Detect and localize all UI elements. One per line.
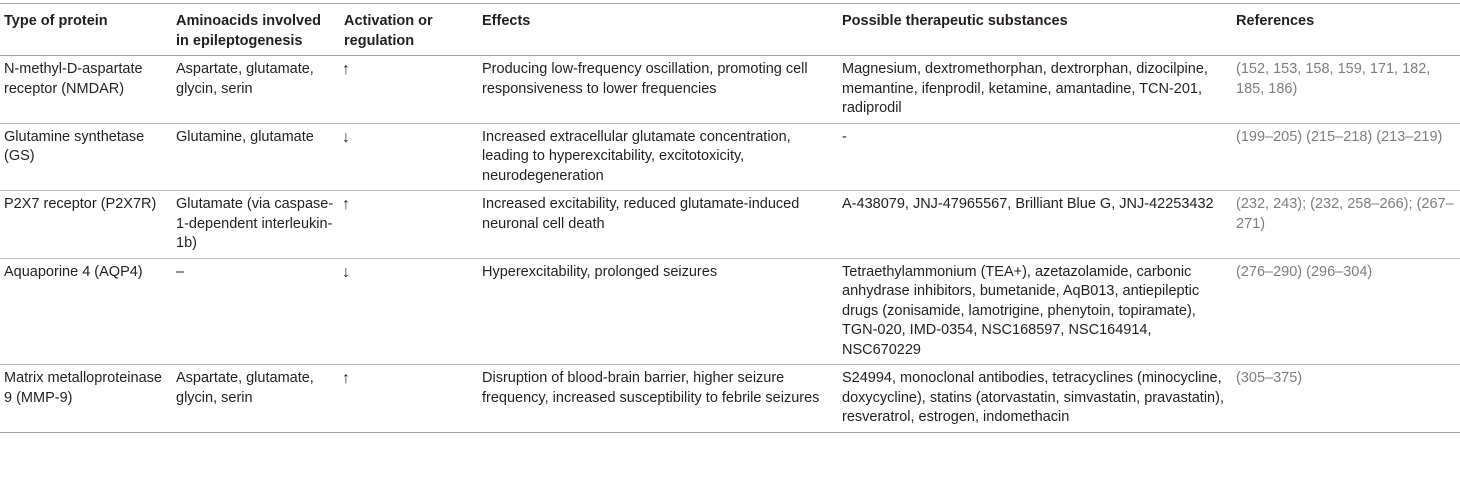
cell-effects: Disruption of blood-brain barrier, higher seizure frequency, increased susceptibility to febrile seizures — [482, 370, 820, 406]
cell-references[interactable]: (152, 153, 158, 159, 171, 182, 185, 186) — [1236, 61, 1431, 97]
cell-protein: Aquaporine 4 (AQP4) — [4, 263, 143, 280]
cell-aminoacids: Aspartate, glutamate, glycin, serin — [176, 370, 314, 406]
header-aminoacids-line2: in epileptogenesis — [176, 32, 303, 49]
cell-references[interactable]: (305–375) — [1236, 370, 1303, 386]
table-row — [0, 191, 1460, 259]
cell-activation-down-arrow: ↓ — [342, 263, 350, 281]
table-header-row — [0, 4, 1460, 56]
cell-activation-up-arrow: ↑ — [342, 196, 350, 213]
table-row — [0, 123, 1460, 191]
header-aminoacids — [172, 4, 340, 56]
cell-protein: N-methyl-D-aspartate receptor (NMDAR) — [4, 61, 143, 97]
cell-aminoacids: Glutamine, glutamate — [176, 128, 314, 145]
cell-effects: Producing low-frequency oscillation, promoting cell responsiveness to lower frequencies — [482, 61, 808, 97]
protein-table — [0, 3, 1460, 433]
cell-protein: Matrix metalloproteinase 9 (MMP-9) — [4, 370, 162, 406]
cell-therapeutics: S24994, monoclonal antibodies, tetracyclines (minocycline, doxycycline), statins (atorvastatin, simvastatin, pravastatin), resveratrol, estrogen, indomethacin — [842, 370, 1224, 425]
cell-therapeutics: Tetraethylammonium (TEA+), azetazolamide, carbonic anhydrase inhibitors, bumetanide, AqB013, antiepileptic drugs (zonisamide, lamotrigine, phenytoin, topiramate), TGN-020, IMD-0354, NSC168597, NSC164914, NSC670229 — [842, 263, 1200, 358]
table-row — [0, 365, 1460, 433]
cell-therapeutics: - — [842, 128, 847, 145]
header-aminoacids-line1: Aminoacids involved — [176, 13, 322, 29]
header-activation-line2: regulation — [344, 32, 415, 49]
cell-references[interactable]: (276–290) (296–304) — [1236, 263, 1373, 280]
cell-activation-up-arrow: ↑ — [342, 370, 350, 387]
cell-protein: Glutamine synthetase (GS) — [4, 128, 145, 164]
cell-aminoacids: – — [176, 263, 185, 280]
header-therapeutics: Possible therapeutic substances — [842, 13, 1068, 29]
cell-aminoacids: Glutamate (via caspase-1-dependent interleukin-1b) — [176, 196, 334, 251]
header-activation — [340, 4, 478, 56]
cell-activation-down-arrow: ↓ — [342, 128, 350, 146]
cell-references[interactable]: (232, 243); (232, 258–266); (267–271) — [1236, 196, 1454, 232]
cell-effects: Increased extracellular glutamate concentration, leading to hyperexcitability, excitotoxicity, neurodegeneration — [482, 128, 791, 184]
cell-protein: P2X7 receptor (P2X7R) — [4, 196, 157, 212]
cell-aminoacids: Aspartate, glutamate, glycin, serin — [176, 61, 314, 97]
cell-therapeutics: Magnesium, dextromethorphan, dextrorphan, dizocilpine, memantine, ifenprodil, ketamine, amantadine, TCN-201, radiprodil — [842, 61, 1208, 116]
header-protein: Type of protein — [4, 13, 108, 29]
cell-activation-up-arrow: ↑ — [342, 61, 350, 78]
cell-effects: Hyperexcitability, prolonged seizures — [482, 263, 718, 280]
cell-therapeutics: A-438079, JNJ-47965567, Brilliant Blue G, JNJ-42253432 — [842, 196, 1214, 212]
cell-references[interactable]: (199–205) (215–218) (213–219) — [1236, 128, 1443, 145]
cell-effects: Increased excitability, reduced glutamate-induced neuronal cell death — [482, 196, 800, 232]
table-row — [0, 56, 1460, 124]
table-row — [0, 258, 1460, 365]
header-effects: Effects — [482, 13, 531, 29]
header-activation-line1: Activation or — [344, 13, 433, 29]
header-references: References — [1236, 13, 1315, 29]
